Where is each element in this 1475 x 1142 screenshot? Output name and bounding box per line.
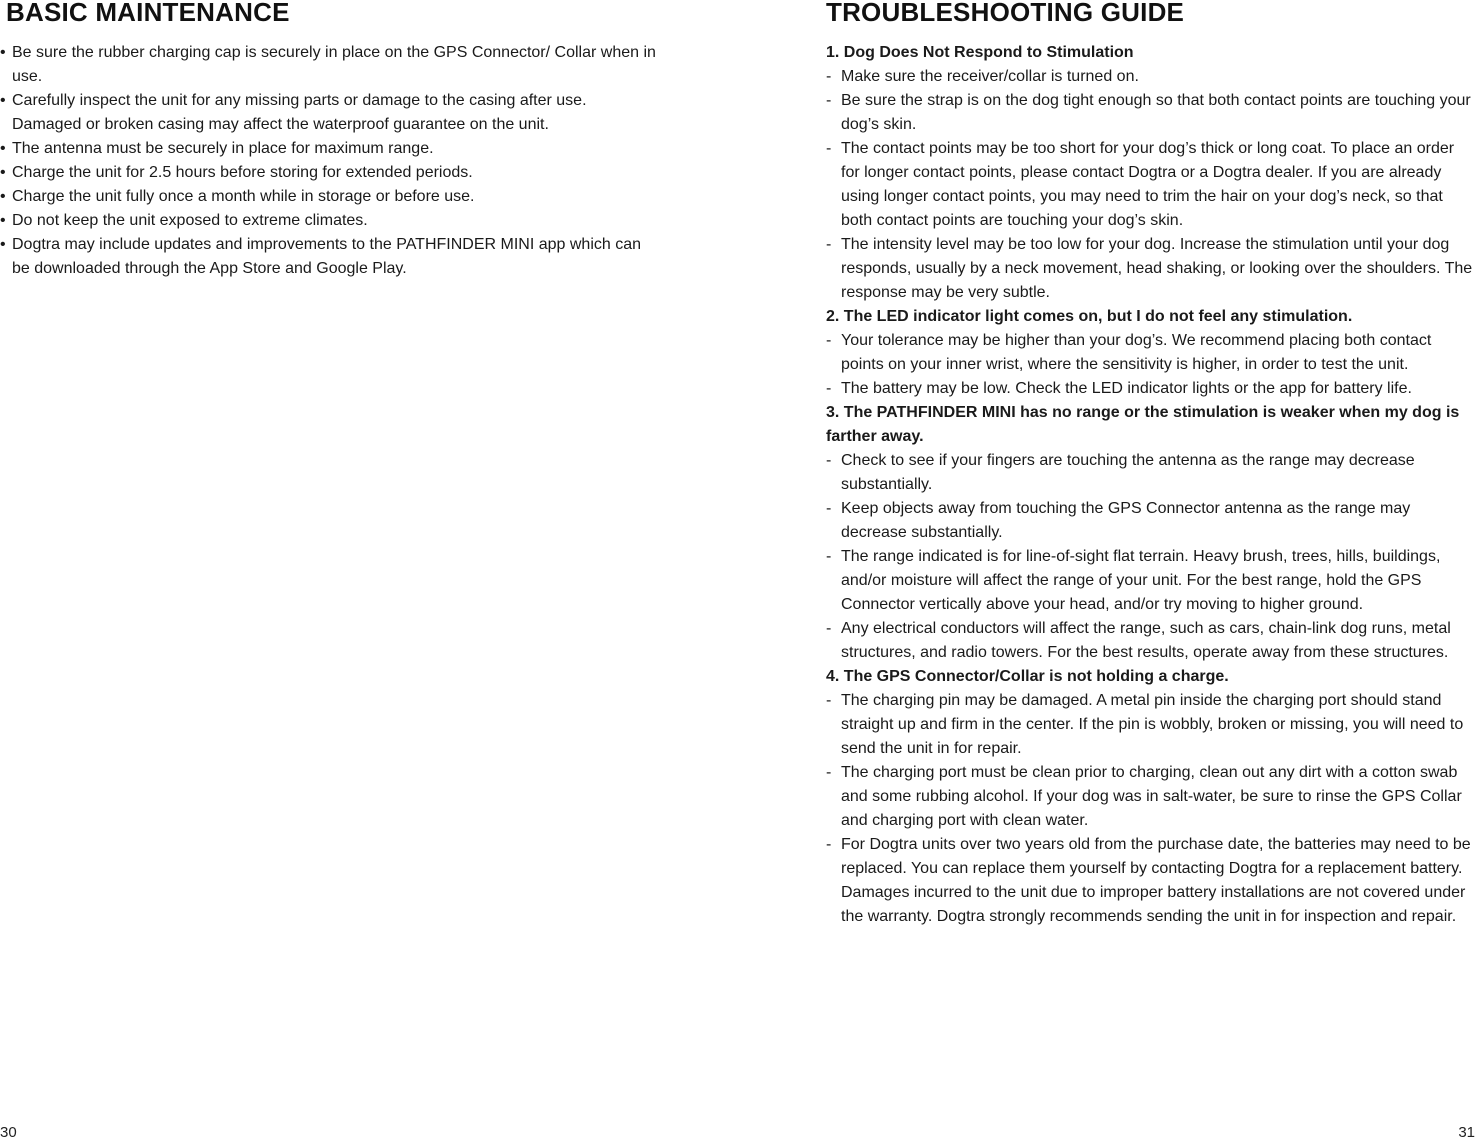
dash-icon: - [826, 548, 832, 565]
list-item [0, 209, 660, 233]
left-page [0, 0, 735, 1142]
dash-icon: - [826, 764, 832, 781]
list-item-text: Dogtra may include updates and improvements to the PATHFINDER MINI app which can be downloaded through the App Store and Google Play. [12, 236, 642, 277]
dash-icon: - [826, 452, 832, 469]
basic-maintenance-heading: BASIC MAINTENANCE [6, 0, 290, 27]
question-heading: 2. The LED indicator light comes on, but I do not feel any stimulation. [826, 308, 1353, 325]
dash-icon: - [826, 92, 832, 109]
answer-item [826, 545, 1475, 617]
page-number-left: 30 [0, 1124, 17, 1141]
answer-item [826, 761, 1475, 833]
troubleshooting-list [826, 41, 1475, 929]
troubleshooting-heading: TROUBLESHOOTING GUIDE [826, 0, 1185, 27]
answer-item [826, 65, 1475, 89]
list-item-text: Do not keep the unit exposed to extreme climates. [12, 212, 368, 229]
answer-text: Make sure the receiver/collar is turned on. [841, 68, 1139, 85]
page-number-right: 31 [1458, 1124, 1475, 1141]
bullet-icon: • [0, 92, 6, 109]
list-item [0, 41, 660, 89]
list-item [0, 233, 660, 281]
question-heading: 4. The GPS Connector/Collar is not holding a charge. [826, 668, 1229, 685]
list-item [0, 161, 660, 185]
answer-item [826, 233, 1475, 305]
answer-text: The charging port must be clean prior to charging, clean out any dirt with a cotton swab and some rubbing alcohol. If your dog was in salt-water, be sure to rinse the GPS Collar and charging port with clean water. [841, 764, 1462, 829]
bullet-icon: • [0, 164, 6, 181]
list-item [0, 89, 660, 137]
answer-text: The charging pin may be damaged. A metal pin inside the charging port should stand straight up and firm in the center. If the pin is wobbly, broken or missing, you will need to send the unit in for repair. [841, 692, 1464, 757]
list-item [0, 137, 660, 161]
bullet-icon: • [0, 140, 6, 157]
answer-item [826, 497, 1475, 545]
answer-item [826, 689, 1475, 761]
maintenance-list [0, 41, 660, 281]
answer-item [826, 89, 1475, 137]
answer-text: Be sure the strap is on the dog tight enough so that both contact points are touching your dog’s skin. [841, 92, 1471, 133]
answer-text: Any electrical conductors will affect the range, such as cars, chain-link dog runs, metal structures, and radio towers. For the best results, operate away from these structures. [841, 620, 1451, 661]
answer-item [826, 329, 1475, 377]
dash-icon: - [826, 836, 832, 853]
answer-text: The intensity level may be too low for your dog. Increase the stimulation until your dog responds, usually by a neck movement, head shaking, or looking over the shoulders. The response may be very subtle. [841, 236, 1473, 301]
list-item-text: The antenna must be securely in place for maximum range. [12, 140, 434, 157]
bullet-icon: • [0, 44, 6, 61]
answer-item [826, 377, 1475, 401]
dash-icon: - [826, 68, 832, 85]
question-heading: 1. Dog Does Not Respond to Stimulation [826, 44, 1134, 61]
list-item-text: Be sure the rubber charging cap is securely in place on the GPS Connector/ Collar when in use. [12, 44, 656, 85]
dash-icon: - [826, 380, 832, 397]
list-item-text: Charge the unit for 2.5 hours before storing for extended periods. [12, 164, 473, 181]
question-heading: 3. The PATHFINDER MINI has no range or the stimulation is weaker when my dog is farther away. [826, 404, 1460, 445]
list-item [0, 185, 660, 209]
answer-item [826, 617, 1475, 665]
list-item-text: Carefully inspect the unit for any missing parts or damage to the casing after use. Damaged or broken casing may affect the waterproof guarantee on the unit. [12, 92, 587, 133]
dash-icon: - [826, 620, 832, 637]
dash-icon: - [826, 692, 832, 709]
list-item-text: Charge the unit fully once a month while in storage or before use. [12, 188, 475, 205]
dash-icon: - [826, 140, 832, 157]
answer-text: Check to see if your fingers are touching the antenna as the range may decrease substantially. [841, 452, 1415, 493]
answer-text: The battery may be low. Check the LED indicator lights or the app for battery life. [841, 380, 1412, 397]
answer-text: For Dogtra units over two years old from the purchase date, the batteries may need to be replaced. You can replace them yourself by contacting Dogtra for a replacement battery. Damages incurred to the unit due to improper battery installations are not covered under the warranty. Dogtra strongly recommends sending the unit in for inspection and repair. [841, 836, 1471, 925]
answer-text: The range indicated is for line-of-sight flat terrain. Heavy brush, trees, hills, buildings, and/or moisture will affect the range of your unit. For the best range, hold the GPS Connector vertically above your head, and/or try moving to higher ground. [841, 548, 1441, 613]
bullet-icon: • [0, 236, 6, 253]
right-page [735, 0, 1475, 1142]
dash-icon: - [826, 236, 832, 253]
answer-text: The contact points may be too short for your dog’s thick or long coat. To place an order for longer contact points, please contact Dogtra or a Dogtra dealer. If you are already using longer contact points, you may need to trim the hair on your dog’s neck, so that both contact points are touching your dog’s skin. [841, 140, 1455, 229]
bullet-icon: • [0, 188, 6, 205]
answer-item [826, 449, 1475, 497]
bullet-icon: • [0, 212, 6, 229]
answer-text: Keep objects away from touching the GPS Connector antenna as the range may decrease substantially. [841, 500, 1411, 541]
dash-icon: - [826, 332, 832, 349]
answer-item [826, 137, 1475, 233]
dash-icon: - [826, 500, 832, 517]
answer-text: Your tolerance may be higher than your dog’s. We recommend placing both contact points on your inner wrist, where the sensitivity is higher, in order to test the unit. [841, 332, 1432, 373]
answer-item [826, 833, 1475, 929]
